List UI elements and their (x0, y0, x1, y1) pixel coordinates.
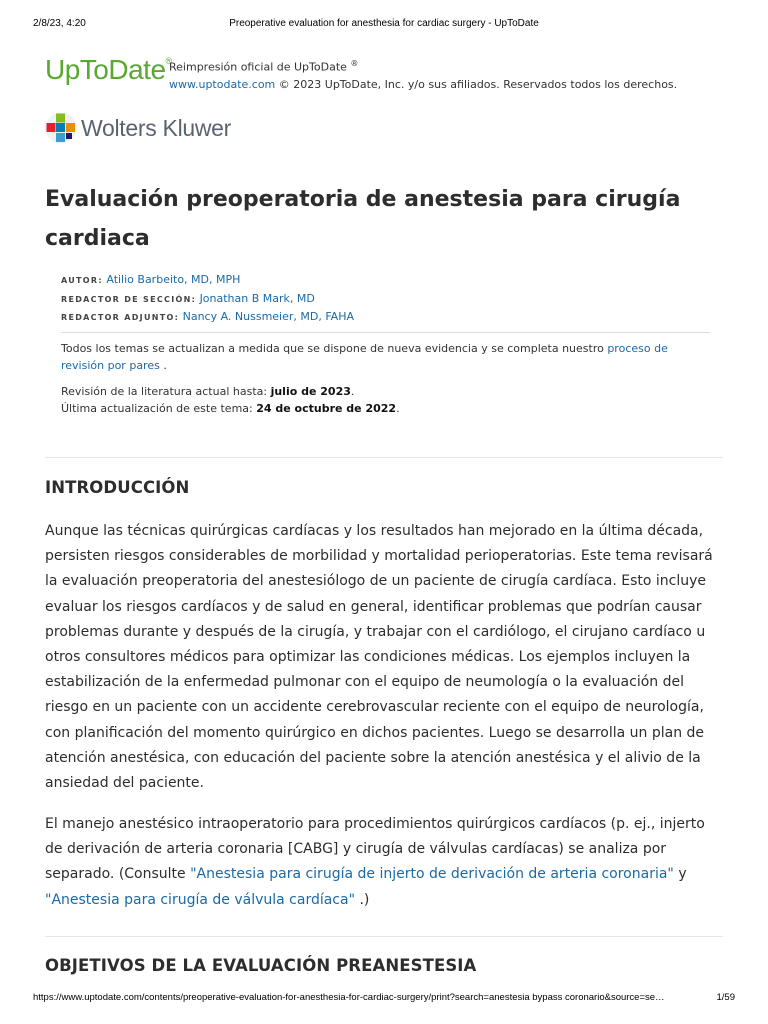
introduction-heading: INTRODUCCIÓN (45, 478, 190, 497)
introduction-paragraph-2 (45, 812, 725, 913)
update-note-tail: . (159, 359, 167, 372)
wk-mark-cell (56, 133, 65, 142)
author-list (61, 271, 711, 327)
meta-divider (61, 332, 710, 333)
uptodate-registered-mark: ® (165, 56, 172, 66)
wk-mark-cell (56, 123, 65, 132)
introduction-paragraph: Aunque las técnicas quirúrgicas cardíacas y los resultados han mejorado en la última década, persisten riesgos considerables de morbilidad y mortalidad perioperatorias. Este tema revisará la evaluación preoperatoria del anestesiólogo de un paciente de cirugía cardíaca. Esto incluye evaluar los riesgos cardíacos y de salud en general, identificar problemas que podrían causar problemas durante y después de la cirugía, y trabajar con el cardiólogo, el cirujano cardíaco u otros consultores médicos para optimizar las condiciones médicas. Los ejemplos incluyen la estabilización de la enfermedad pulmonar con el equipo de neumología o la evaluación del riesgo en un paciente con un accidente cerebrovascular reciente con el equipo de neurología, con planificación del momento quirúrgico en dichos pacientes. Luego se desarrolla un plan de atención anestésica, con educación del paciente sobre la atención anestésica y el alivio de la ansiedad del paciente. (45, 523, 713, 792)
peer-review-link[interactable]: proceso de revisión por pares (61, 342, 668, 372)
print-footer-url: https://www.uptodate.com/contents/preoperative-evaluation-for-anesthesia-for-cardiac-surgery/print?search=anestesia bypass coronario&source=se… (33, 992, 665, 1003)
wk-mark-cell (66, 133, 72, 139)
copyright-text: © 2023 UpToDate, Inc. y/o sus afiliados. Reservados todos los derechos. (275, 77, 678, 91)
wolters-kluwer-wordmark: Wolters Kluwer (81, 115, 232, 141)
author-role: REDACTOR ADJUNTO: (61, 313, 180, 322)
objectives-heading: OBJETIVOS DE LA EVALUACIÓN PREANESTESIA (45, 956, 477, 975)
page-number: 1/59 (716, 992, 735, 1003)
uptodate-logo-text: UpToDate (45, 54, 166, 85)
author-name-link[interactable]: Nancy A. Nussmeier, MD, FAHA (182, 310, 354, 323)
wk-mark-cell (56, 114, 65, 123)
literature-review-label: Revisión de la literatura actual hasta: (61, 385, 271, 398)
author-name-link[interactable]: Atilio Barbeito, MD, MPH (106, 273, 241, 286)
last-updated-line: Última actualización de este tema: 24 de octubre de 2022. (61, 401, 400, 415)
author-role: AUTOR: (61, 276, 103, 285)
update-note-text: Todos los temas se actualizan a medida que se dispone de nueva evidencia y se completa nuestro (61, 342, 608, 355)
author-role: REDACTOR DE SECCIÓN: (61, 294, 197, 304)
paragraph-text: y (673, 866, 687, 883)
reprint-registered-mark: ® (350, 59, 359, 68)
wolters-kluwer-mark-icon (45, 112, 77, 144)
last-updated-label: Última actualización de este tema: (61, 401, 257, 415)
paragraph-text: .) (355, 891, 370, 908)
paragraph-text: El manejo anestésico intraoperatorio para procedimientos quirúrgicos cardíacos (p. ej., injerto de derivación de arteria coronaria [CABG] y cirugía de válvulas cardíacas) se analiza por separado. (Consulte (45, 816, 705, 883)
print-date: 2/8/23, 4:20 (33, 18, 86, 29)
reprint-notice (169, 55, 729, 93)
update-note (61, 340, 713, 374)
author-row (61, 290, 711, 309)
article-title: Evaluación preoperatoria de anestesia para cirugía cardiaca (45, 187, 681, 251)
review-dates (61, 384, 711, 417)
wk-mark-cell (47, 123, 56, 132)
print-doc-title: Preoperative evaluation for anesthesia for cardiac surgery - UpToDate (229, 18, 539, 29)
wk-mark-cell (66, 123, 75, 132)
valve-anesthesia-link[interactable]: "Anestesia para cirugía de válvula cardíaca" (45, 891, 356, 908)
author-row (61, 271, 711, 290)
uptodate-logo[interactable] (45, 54, 172, 86)
reprint-label: Reimpresión oficial de UpToDate (169, 60, 347, 74)
cabg-anesthesia-link[interactable]: "Anestesia para cirugía de injerto de derivación de arteria coronaria" (190, 866, 674, 883)
wolters-kluwer-logo[interactable] (45, 112, 285, 148)
print-footer (0, 992, 768, 1006)
literature-review-line: Revisión de la literatura actual hasta: julio de 2023. (61, 385, 355, 398)
author-name-link[interactable]: Jonathan B Mark, MD (199, 291, 315, 305)
print-header (0, 18, 768, 32)
literature-review-date: julio de 2023 (270, 385, 351, 398)
section-divider (45, 457, 723, 458)
site-url-link[interactable]: www.uptodate.com (169, 77, 276, 91)
section-divider (45, 936, 723, 937)
last-updated-date: 24 de octubre de 2022 (256, 401, 397, 415)
author-row (61, 308, 711, 327)
